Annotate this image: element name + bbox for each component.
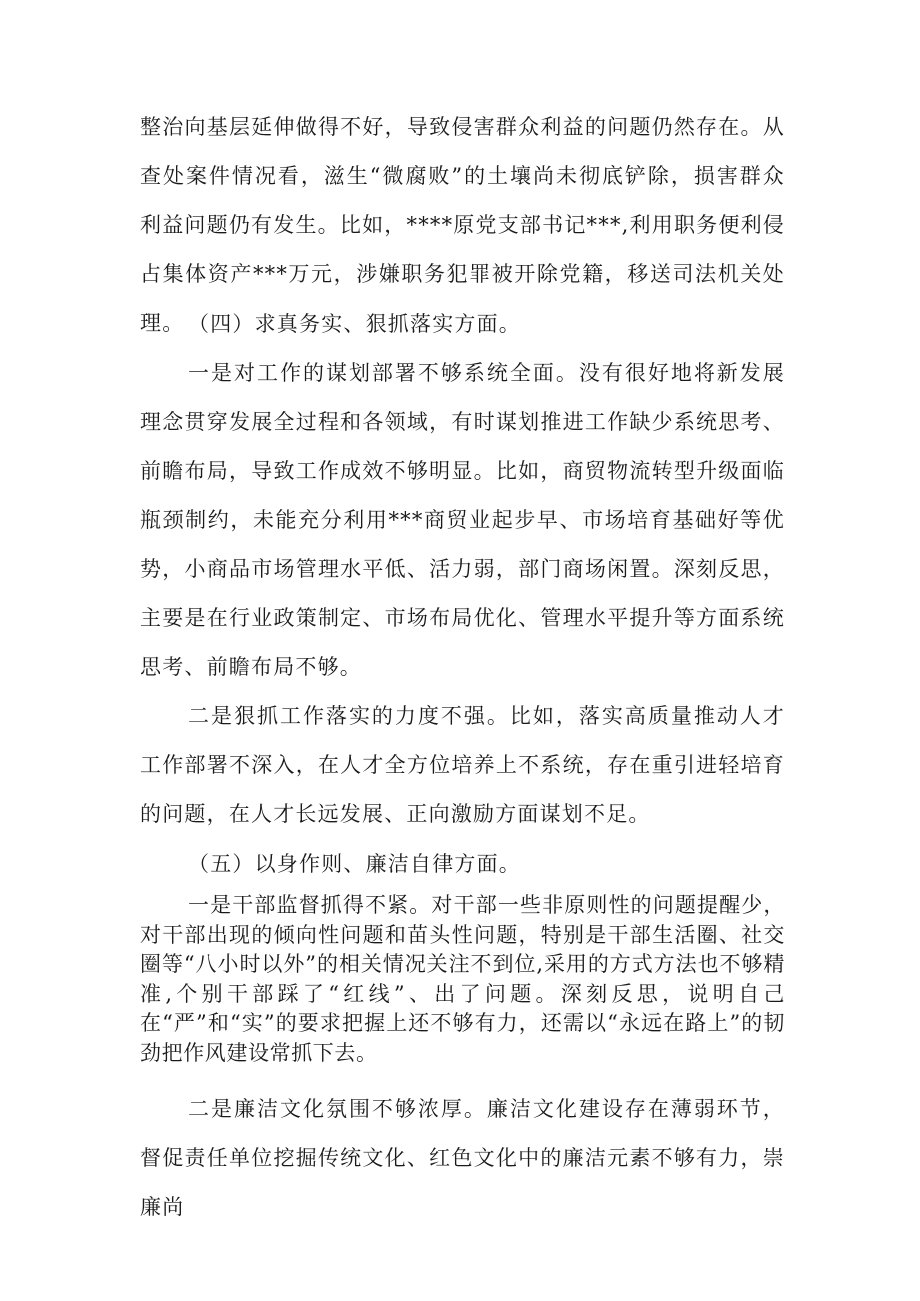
paragraph-3: 二是狠抓工作落实的力度不强。比如，落实高质量推动人才工作部署不深入，在人才全方位培养上不系统，存在重引进轻培育的问题，在人才长远发展、正向激励方面谋划不足。 — [140, 704, 785, 826]
paragraph-4: 一是干部监督抓得不紧。对干部一些非原则性的问题提醒少，对干部出现的倾向性问题和苗头性问题，特别是干部生活圈、社交圈等“八小时以外”的相关情况关注不到位,采用的方式方法也不够精准,个别干部踩了“红线”、出了问题。深刻反思，说明自己在“严”和“实”的要求把握上还不够有力，还需以“永远在路上”的韧劲把作风建设常抓下去。 — [140, 893, 785, 1065]
paragraph-5: 二是廉洁文化氛围不够浓厚。廉洁文化建设存在薄弱环节，督促责任单位挖掘传统文化、红色文化中的廉洁元素不够有力，崇廉尚 — [140, 1097, 785, 1219]
paragraph-2: 一是对工作的谋划部署不够系统全面。没有很好地将新发展理念贯穿发展全过程和各领域，有时谋划推进工作缺少系统思考、前瞻布局，导致工作成效不够明显。比如，商贸物流转型升级面临瓶颈制约，未能充分利用***商贸业起步早、市场培育基础好等优势，小商品市场管理水平低、活力弱，部门商场闲置。深刻反思，主要是在行业政策制定、市场布局优化、管理水平提升等方面系统思考、前瞻布局不够。 — [140, 361, 785, 679]
section-heading-5: （五）以身作则、廉洁自律方面。 — [188, 852, 521, 876]
paragraph-1: 整治向基层延伸做得不好，导致侵害群众利益的问题仍然存在。从查处案件情况看，滋生“微腐败”的土壤尚未彻底铲除，损害群众利益问题仍有发生。比如，****原党支部书记***,利用职务便利侵占集体资产***万元，涉嫌职务犯罪被开除党籍，移送司法机关处理。 — [140, 115, 785, 335]
section-heading-4: （四）求真务实、狠抓落实方面。 — [188, 312, 521, 336]
